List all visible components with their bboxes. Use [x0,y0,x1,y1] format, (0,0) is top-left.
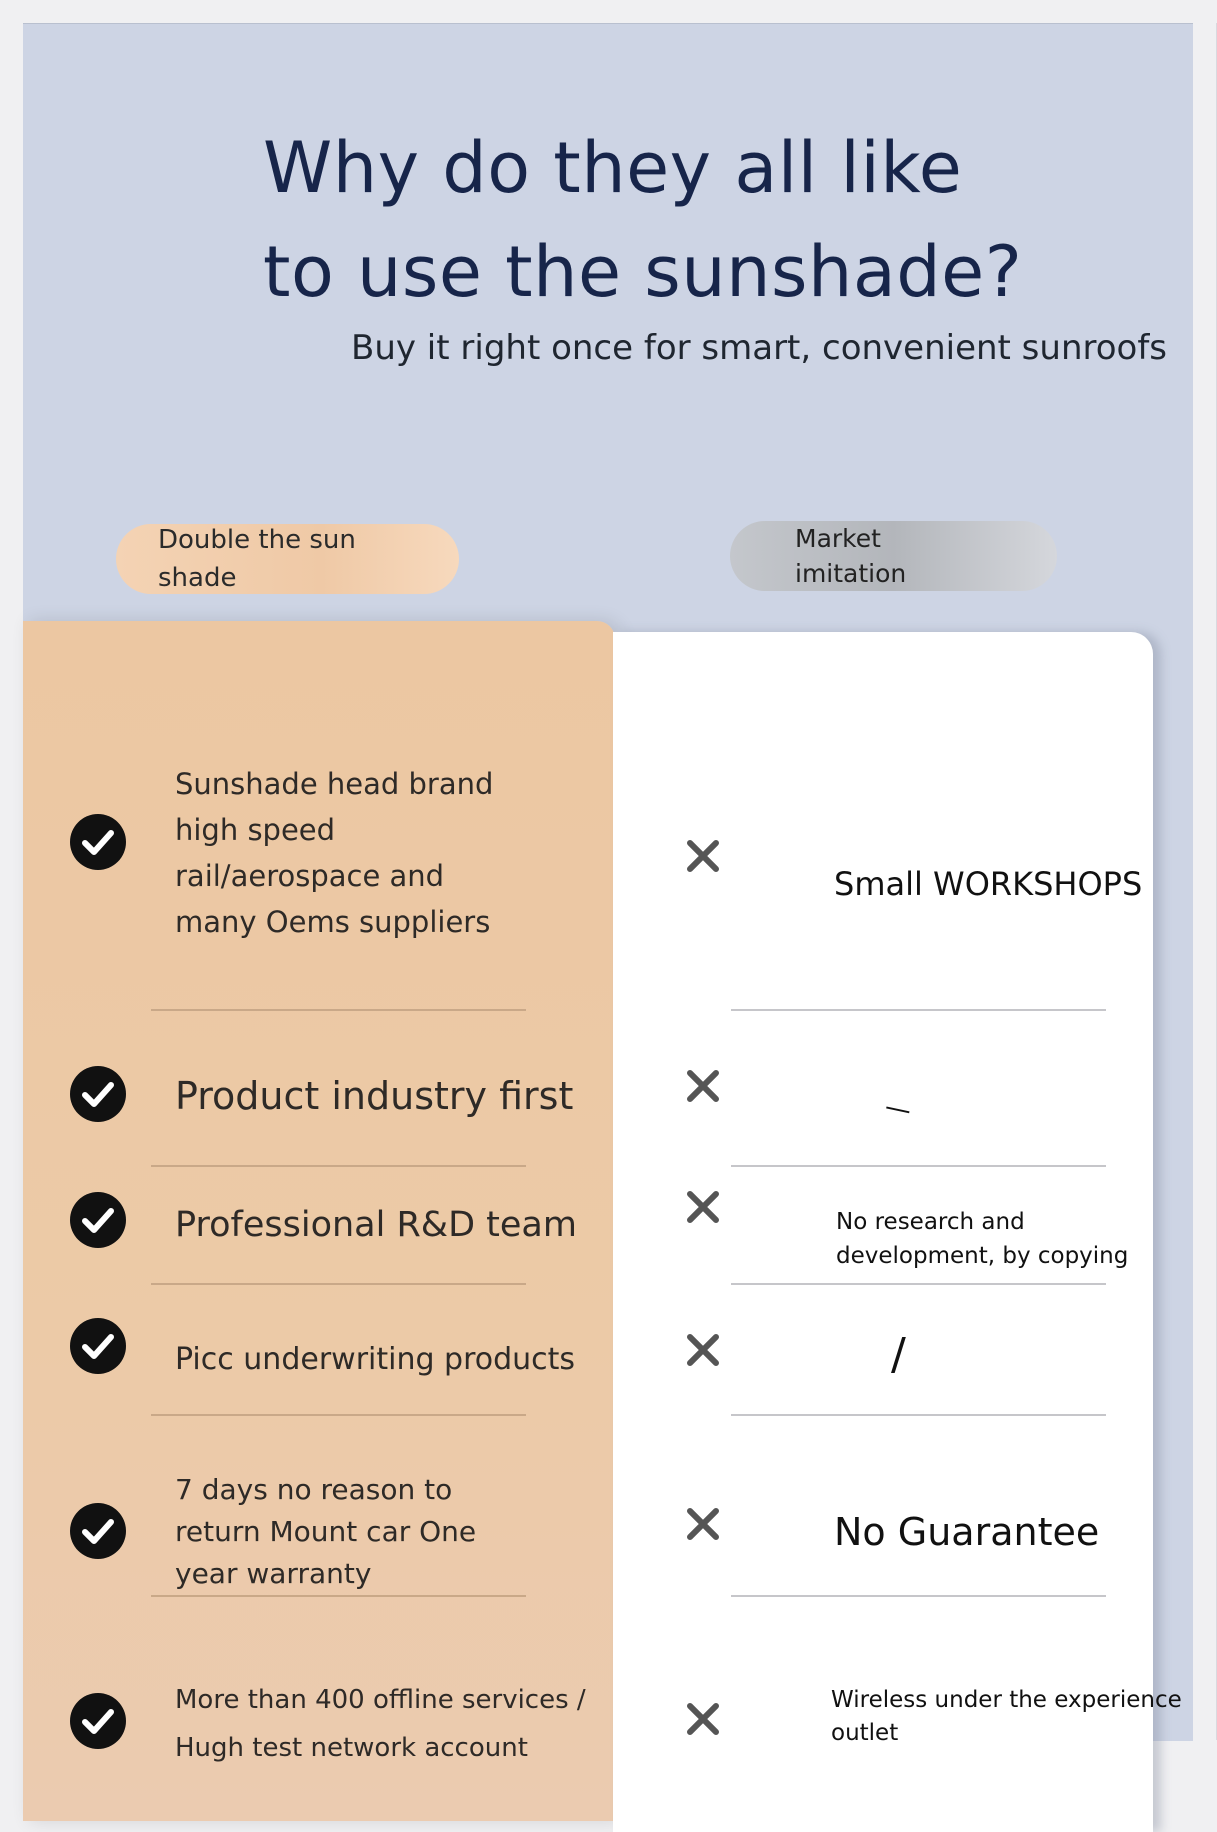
check-circle-icon [70,1192,126,1248]
ours-row-1-text: Sunshade head brand high speed rail/aerospace and many Oems suppliers [175,767,494,939]
page-subtitle: Buy it right once for smart, convenient sunroofs [351,328,1168,368]
row-divider [731,1165,1106,1167]
cross-icon [683,1504,723,1544]
check-circle-icon [70,1318,126,1374]
check-circle-icon [70,1503,126,1559]
imitation-row-4-text: / [891,1329,906,1380]
ours-row-4-text: Picc underwriting products [175,1342,576,1377]
ours-row-5-text: 7 days no reason to return Mount car One year warranty [175,1473,477,1590]
cross-icon [683,1066,723,1106]
column-header-ours-label: Double the sun shade [158,525,356,593]
column-header-imitation [730,521,1057,591]
row-divider [731,1595,1106,1597]
cross-icon [683,1330,723,1370]
ours-row-6-text: More than 400 offline services / Hugh test network account [175,1685,586,1763]
imitation-row-3-text: No research and development, by copying [836,1209,1129,1269]
row-divider [151,1009,526,1011]
row-divider [151,1283,526,1285]
ours-row-2-text: Product industry first [175,1074,574,1118]
cross-icon [683,836,723,876]
check-circle-icon [70,814,126,870]
imitation-row-1-text: Small WORKSHOPS [834,865,1143,903]
row-divider [151,1414,526,1416]
row-divider [731,1414,1106,1416]
imitation-row-5-text: No Guarantee [834,1510,1100,1554]
check-circle-icon [70,1066,126,1122]
cross-icon [683,1699,723,1739]
ours-row-3-text: Professional R&D team [175,1205,577,1245]
imitation-row-2-text: — [882,1091,914,1127]
page-title: Why do they all like to use the sunshade? [263,127,1023,313]
row-divider [731,1009,1106,1011]
row-divider [151,1595,526,1597]
imitation-row-6-text: Wireless under the experience outlet [831,1687,1182,1746]
column-header-imitation-label: Market imitation [795,524,907,588]
check-circle-icon [70,1693,126,1749]
row-divider [151,1165,526,1167]
column-header-ours [116,524,459,594]
comparison-poster [23,23,1193,1763]
row-divider [731,1283,1106,1285]
cross-icon [683,1187,723,1227]
